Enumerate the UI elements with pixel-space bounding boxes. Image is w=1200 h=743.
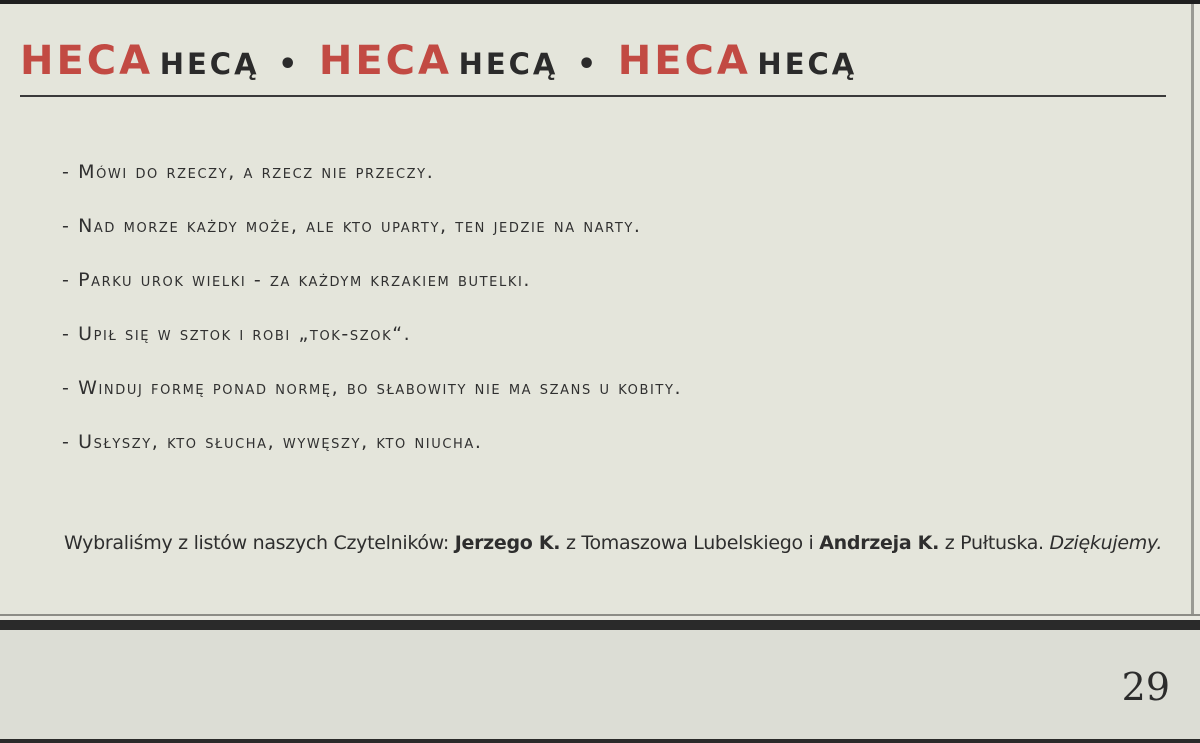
page-footer-area — [0, 630, 1200, 743]
credit-place-2: z Pułtuska. — [939, 532, 1050, 554]
box-bottom-rule — [0, 614, 1200, 616]
heading-heca-1: HECA — [20, 38, 154, 84]
saying-item: - Nad morze każdy może, ale kto uparty, ten jedzie na narty. — [62, 215, 642, 237]
credit-intro: Wybraliśmy z listów naszych Czytelników: — [64, 532, 455, 554]
saying-item: - Winduj formę ponad normę, bo słabowity nie ma szans u kobity. — [62, 377, 683, 399]
page-number: 29 — [1121, 665, 1170, 709]
credit-name-1: Jerzego K. — [454, 532, 561, 554]
heading-heca-accented-2: HECĄ — [458, 47, 559, 81]
credit-thanks: Dziękujemy. — [1049, 532, 1163, 554]
heading-underline — [20, 95, 1166, 97]
heading — [20, 38, 1166, 84]
sayings-list — [62, 152, 682, 476]
saying-item: - Parku urok wielki - za każdym krzakiem butelki. — [62, 269, 532, 291]
saying-item: - Mówi do rzeczy, a rzecz nie przeczy. — [62, 161, 435, 183]
credit-middle: z Tomaszowa Lubelskiego i — [560, 532, 820, 554]
credit-paragraph — [18, 522, 1178, 564]
heading-bullet-1: • — [278, 47, 299, 82]
saying-item: - Upił się w sztok i robi „tok-szok“. — [62, 323, 412, 345]
heading-heca-2: HECA — [318, 38, 452, 84]
heading-heca-3: HECA — [617, 38, 751, 84]
box-bottom-thick-rule — [0, 620, 1200, 630]
heading-bullet-2: • — [576, 47, 598, 82]
credit-name-2: Andrzeja K. — [819, 532, 940, 554]
bottom-border — [0, 739, 1200, 743]
saying-item: - Usłyszy, kto słucha, wywęszy, kto niucha. — [62, 431, 483, 453]
heading-heca-accented-1: HECĄ — [159, 47, 260, 81]
heading-heca-accented-3: HECĄ — [757, 47, 858, 81]
